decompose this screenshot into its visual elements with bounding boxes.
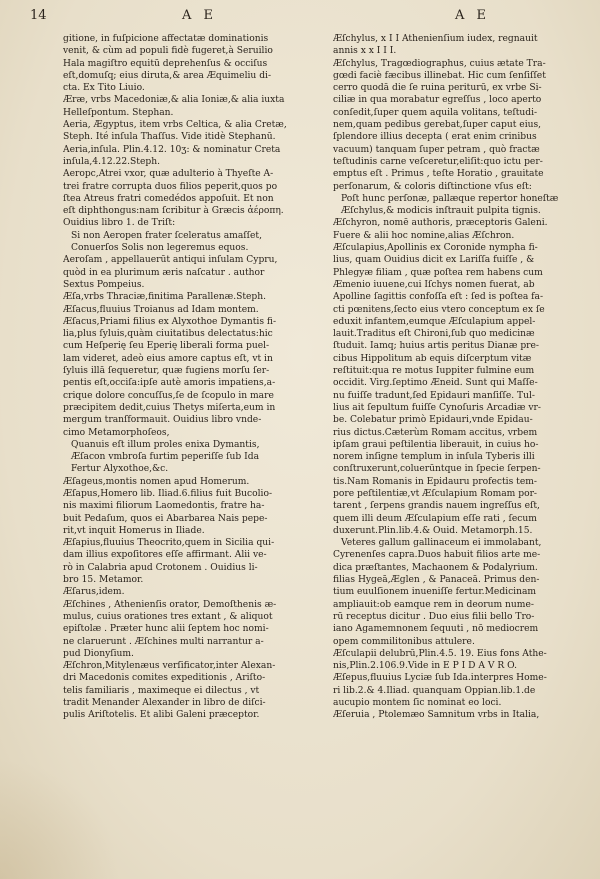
text-line: Apolline ſagittis confoſſa eſt : ſed is poſtea fa-	[333, 292, 544, 303]
text-line: Æræ, vrbs Macedoniæ,& alia Ioniæ,& alia iuxta	[63, 95, 285, 106]
text-line: Poſt hunc perſonæ, pallæque repertor honeſtæ	[341, 193, 559, 204]
right-text-column	[333, 33, 585, 722]
text-line: tarent , ſerpens grandis nauem ingreſſus eſt,	[333, 501, 540, 512]
text-line: ri lib.2.& 4.Iliad. quanquam Oppian.lib.1.de	[333, 685, 536, 696]
text-line: occidit. Virg.ſeptimo Æneid. Sunt qui Maſſe-	[333, 378, 538, 389]
text-line: lia,plus ſyluis,quàm ciuitatibus delectatus:hic	[63, 329, 273, 340]
text-line: Aeroſam , appellauerūt antiqui inſulam Cypru,	[63, 255, 278, 266]
text-line: Helleſpontum. Stephan.	[63, 107, 174, 118]
text-line: Æſchylus, Tragœdiographus, cuius ætate Tra-	[333, 58, 546, 69]
text-line: Fertur Alyxothoe,&c.	[71, 464, 169, 475]
text-line: Æſageus,montis nomen apud Homerum.	[63, 476, 250, 487]
text-line: rius dictus.Cæterùm Romam accitus, vrbem	[333, 427, 538, 438]
text-line: rū receptus dicitur . Duo eius filii bello Tro-	[333, 611, 535, 622]
text-line: ſplendore illius decepta ( erat enim crinibus	[333, 132, 537, 143]
text-line: dam illius expoſitores eſſe affirmant. Alii ve-	[63, 550, 267, 561]
text-line: nis maximi filiorum Laomedontis, fratre ha-	[63, 501, 265, 512]
text-line: lauit.Traditus eſt Chironi,ſub quo medicinæ	[333, 329, 535, 340]
text-line: rò in Calabria apud Crotonem . Ouidius li-	[63, 562, 258, 573]
text-line: Steph. Ité inſula Thaſſus. Vide itidè Stephanū.	[63, 132, 276, 143]
text-line: lam videret, adeò eius amore captus eſt, vt in	[63, 353, 273, 364]
text-line: Conuerſos Solis non legeremus equos.	[71, 243, 249, 254]
text-line: be. Colebatur primò Epidauri,vnde Epidau-	[333, 415, 533, 426]
text-line: pulis Ariſtotelis. Et alibi Galeni præceptor.	[63, 710, 260, 721]
text-line: Veteres gallum gallinaceum ei immolabant,	[341, 538, 542, 549]
text-line: epiſtolæ . Præter hunc alii ſeptem hoc nomi-	[63, 624, 269, 635]
text-line: Aeria,inſula. Plin.4.12. 10ʒ: & nominatur Creta	[63, 144, 281, 155]
text-line: Æſchines , Athenienſis orator, Demoſthenis æ-	[63, 599, 277, 610]
text-line: tis.Nam Romanis in Epidauru profectis tem-	[333, 476, 537, 487]
text-line: Hala magiſtro equitū deprehenſus & occiſus	[63, 58, 268, 69]
text-line: Æſculapii delubrū,Plin.4.5. 19. Eius fons Athe-	[333, 648, 547, 659]
left-text-column	[63, 33, 313, 722]
text-line: nis,Plin.2.106.9.Vide in E P I D A V R O.	[333, 661, 517, 672]
text-line: Æſchylus, x I I Athenienſium iudex, regnauit	[333, 34, 538, 44]
text-line: tradit Menander Alexander in libro de diſci-	[63, 698, 266, 709]
text-line: Æmenio iuuene,cui Iſchys nomen fuerat, ab	[333, 279, 535, 290]
right-running-head: A E	[455, 8, 491, 23]
text-line: opem commilitonibus attulere.	[333, 636, 475, 647]
text-line: conſtruxerunt,coluerūntque in ſpecie ſerpen-	[333, 464, 541, 475]
text-line: vacuum) tanquam ſuper petram , quò fractæ	[333, 144, 540, 155]
text-line: Fuere & alii hoc nomine,alias Æſchron.	[333, 230, 515, 241]
text-line: Æſacus,Priami filius ex Alyxothoe Dymantis fi-	[63, 316, 277, 327]
text-line: cum Heſperię ſeu Eperię liberali forma puel-	[63, 341, 270, 352]
text-line: pore peſtilentiæ,vt Æſculapium Romam por-	[333, 488, 538, 499]
text-line: Æſacon vmbroſa furtim peperiſſe ſub Ida	[71, 452, 260, 463]
text-line: eduxit infantem,eumque Æſculapium appel-	[333, 316, 536, 327]
text-line: Ouidius libro 1. de Triſt:	[63, 218, 176, 229]
text-line: quòd in ea plurimum æris naſcatur . author	[63, 267, 265, 278]
text-line: cti pœnitens,ſecto eius vtero conceptum ex ſe	[333, 304, 545, 315]
text-line: ſtea Atreus fratri comedédos appoſuit. Et non	[63, 193, 274, 204]
text-line: cimo Metamorphoſeos,	[63, 427, 170, 438]
text-line: Aeria, Ægyptus, item vrbs Celtica, & alia Cretæ,	[63, 120, 287, 131]
text-line: norem inſigne templum in inſula Tyberis illi	[333, 452, 535, 463]
text-line: filias Hygeā,Æglen , & Panaceā. Primus den-	[333, 575, 540, 586]
text-line: iano Agamemnonem ſequuti , nō mediocrem	[333, 624, 539, 635]
text-line: inſula,4.12.22.Steph.	[63, 156, 160, 167]
text-line: ne claruerunt . Æſchines multi narrantur a-	[63, 636, 264, 647]
text-line: bro 15. Metamor.	[63, 575, 144, 586]
text-line: ſyluis illā ſequeretur, quæ fugiens morſu ſer-	[63, 366, 270, 377]
page-header	[0, 8, 600, 30]
text-line: ſtuduit. Iamq; huius artis peritus Dianæ pre-	[333, 341, 540, 352]
text-line: Sextus Pompeius.	[63, 279, 145, 290]
text-line: crique dolore concuſſus,ſe de ſcopulo in mare	[63, 390, 274, 401]
text-line: Phlegyæ filiam , quæ poſtea rem habens cum	[333, 267, 543, 278]
text-line: nem,quam pedibus gerebat,ſuper caput eius,	[333, 120, 542, 131]
text-line: cibus Hippolitum ab equis diſcerptum vitæ	[333, 353, 532, 364]
text-line: Æſarus,idem.	[63, 587, 125, 598]
text-line: aucupio montem ſic nominat eo loci.	[333, 698, 502, 709]
text-line: teſtudinis carne veſceretur,eliſit:quo ictu per-	[333, 156, 543, 167]
text-line: nu fuiſſe tradunt,ſed Epidauri manſiſſe. Tul-	[333, 390, 535, 401]
text-line: quem illi deum Æſculapium eſſe rati , ſecum	[333, 513, 537, 524]
text-line: ipſam graui peſtilentia liberauit, in cuius ho-	[333, 439, 539, 450]
text-line: conſedit,ſuper quem aquila volitans, teſtudi-	[333, 107, 538, 118]
text-line: Æſeruia , Ptolemæo Samnitum vrbs in Italia,	[333, 710, 540, 721]
text-line: cerro quodā die ſe ruina periturū, ex vrbe Si-	[333, 83, 542, 94]
text-line: lius ait ſepultum fuiſſe Cynoſuris Arcadiæ vr-	[333, 402, 541, 413]
text-line: duxerunt.Plin.lib.4.& Ouid. Metamorph.15.	[333, 525, 533, 536]
text-line: Cyrenenſes capra.Duos habuit filios arte me-	[333, 550, 541, 561]
text-line: Æſapius,fluuius Theocrito,quem in Sicilia qui-	[63, 538, 275, 549]
text-line: præcipitem dedit,cuius Thetys miſerta,eum in	[63, 402, 276, 413]
text-line: ciliæ in qua morabatur egreſſus , loco aperto	[333, 95, 542, 106]
left-running-head: A E	[182, 8, 218, 23]
text-line: lius, quam Ouidius dicit ex Lariſſa fuiſſe , &	[333, 255, 535, 266]
text-line: perſonarum, & coloris diſtinctione vſus eſt:	[333, 181, 532, 192]
text-line: rit,vt inquit Homerus in Iliade.	[63, 525, 205, 536]
text-line: Si non Aeropen frater ſceleratus amaſſet,	[71, 230, 262, 241]
text-line: dica præſtantes, Machaonem & Podalyrium.	[333, 562, 538, 573]
text-line: Æſacus,fluuius Troianus ad Idam montem.	[63, 304, 259, 315]
text-line: gœdi faciè fæcibus illinebat. Hic cum ſenſiſſet	[333, 70, 546, 81]
text-line: venit, & cùm ad populi fidè fugeret,à Seruilio	[63, 46, 273, 57]
text-line: Æſepus,fluuius Lyciæ ſub Ida.interpres Home-	[333, 673, 547, 684]
paper-stain	[0, 759, 120, 879]
text-line: Æſapus,Homero lib. Iliad.6.filius fuit Bucolio-	[63, 488, 273, 499]
text-line: Æſculapius,Apollinis ex Coronide nympha fi-	[333, 243, 538, 254]
text-line: ampliauit:ob eamque rem in deorum nume-	[333, 599, 534, 610]
text-line: pud Dionyſium.	[63, 648, 134, 659]
text-line: emptus eſt . Primus , teſte Horatio , grauitate	[333, 169, 544, 180]
page-number: 14	[30, 8, 47, 23]
text-line: eſt diphthongus:nam ſcribitur à Græcis ἀέρoπη.	[63, 206, 284, 217]
text-line: telis familiaris , maximeque ei dilectus , vt	[63, 685, 260, 696]
text-line: dri Macedonis comites expeditionis , Ariſto-	[63, 673, 266, 684]
text-line: trei fratre corrupta duos filios peperit,quos po	[63, 181, 278, 192]
text-line: annis x x I I I.	[333, 46, 397, 57]
text-line: pentis eſt,occiſa:ipſe autè amoris impatiens,a-	[63, 378, 276, 389]
text-line: Aeropc,Atrei vxor, quæ adulterio à Thyeſte A-	[63, 169, 274, 180]
text-line: reſtituit:qua re motus Iuppiter fulmine eum	[333, 366, 535, 377]
text-line: Æſa,vrbs Thraciæ,finitima Parallenæ.Steph.	[63, 292, 267, 303]
text-line: buit Pedaſum, quos ei Abarbarea Nais pepe-	[63, 513, 268, 524]
text-line: mergum tranſformauit. Ouidius libro vnde-	[63, 415, 262, 426]
text-line: Quanuis eſt illum proles enixa Dymantis,	[71, 439, 260, 450]
text-line: Æſchron,Mitylenæus verſificator,inter Alexan-	[63, 661, 276, 672]
text-line: gitione, in fuſpicione affectatæ dominationis	[63, 34, 269, 44]
text-line: eſt,domuſq; eius diruta,& area Æquimeliu di-	[63, 70, 272, 81]
text-line: Æſchyron, nomē authoris, præceptoris Galeni.	[333, 218, 548, 229]
text-line: tium euulſionem inueniſſe fertur.Medicinam	[333, 587, 537, 598]
text-line: mulus, cuius orationes tres extant , & aliquot	[63, 611, 273, 622]
text-line: cta. Ex Tito Liuio.	[63, 83, 145, 94]
text-line: Æſchylus,& modicis inſtrauit pulpita tignis.	[341, 206, 541, 217]
